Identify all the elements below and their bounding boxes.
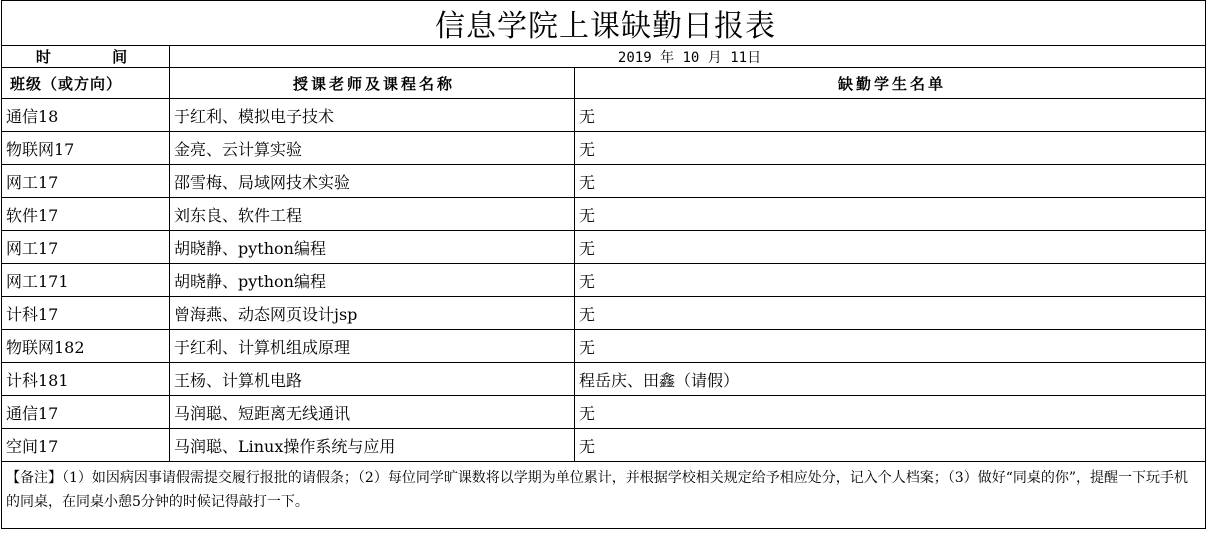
attendance-table [1, 0, 1206, 529]
absent-cell: 无 [575, 231, 1206, 264]
title-row [2, 1, 1206, 46]
absent-cell: 无 [575, 264, 1206, 297]
teacher-course-cell: 胡晓静、python编程 [170, 264, 575, 297]
class-cell: 物联网17 [2, 132, 170, 165]
header-teacher-course: 授课老师及课程名称 [170, 68, 575, 99]
header-class: 班级（或方向） [2, 68, 170, 99]
teacher-course-cell: 于红利、模拟电子技术 [170, 99, 575, 132]
teacher-course-cell: 于红利、计算机组成原理 [170, 330, 575, 363]
class-cell: 通信17 [2, 396, 170, 429]
teacher-course-cell: 刘东良、软件工程 [170, 198, 575, 231]
class-cell: 网工171 [2, 264, 170, 297]
absent-cell: 无 [575, 297, 1206, 330]
table-row [2, 297, 1206, 330]
class-cell: 计科17 [2, 297, 170, 330]
class-cell: 计科181 [2, 363, 170, 396]
absent-cell: 无 [575, 429, 1206, 462]
header-absent: 缺勤学生名单 [575, 68, 1206, 99]
table-row [2, 231, 1206, 264]
table-row [2, 429, 1206, 462]
teacher-course-cell: 马润聪、Linux操作系统与应用 [170, 429, 575, 462]
class-cell: 网工17 [2, 165, 170, 198]
teacher-course-cell: 邵雪梅、局域网技术实验 [170, 165, 575, 198]
teacher-course-cell: 金亮、云计算实验 [170, 132, 575, 165]
class-cell: 软件17 [2, 198, 170, 231]
table-row [2, 363, 1206, 396]
table-row [2, 396, 1206, 429]
date-value: 2019 年 10 月 11日 [170, 46, 1206, 68]
teacher-course-cell: 胡晓静、python编程 [170, 231, 575, 264]
absent-cell: 无 [575, 165, 1206, 198]
time-label: 时 间 [2, 46, 170, 68]
remarks-note: 【备注】（1）如因病因事请假需提交履行报批的请假条；（2）每位同学旷课数将以学期为单位累计，并根据学校相关规定给予相应处分，记入个人档案；（3）做好“同桌的你”，提醒一下玩手机的同桌，在同桌小憩5分钟的时候记得敲打一下。 [2, 462, 1206, 529]
header-row [2, 68, 1206, 99]
absent-cell: 无 [575, 99, 1206, 132]
table-row [2, 99, 1206, 132]
class-cell: 物联网182 [2, 330, 170, 363]
absent-cell: 无 [575, 132, 1206, 165]
absent-cell: 无 [575, 198, 1206, 231]
note-row [2, 462, 1206, 529]
absent-cell: 程岳庆、田鑫（请假） [575, 363, 1206, 396]
class-cell: 网工17 [2, 231, 170, 264]
report-title: 信息学院上课缺勤日报表 [2, 1, 1206, 46]
table-row [2, 198, 1206, 231]
absent-cell: 无 [575, 330, 1206, 363]
teacher-course-cell: 马润聪、短距离无线通讯 [170, 396, 575, 429]
class-cell: 通信18 [2, 99, 170, 132]
time-row [2, 46, 1206, 68]
table-row [2, 264, 1206, 297]
table-row [2, 165, 1206, 198]
table-row [2, 330, 1206, 363]
teacher-course-cell: 曾海燕、动态网页设计jsp [170, 297, 575, 330]
class-cell: 空间17 [2, 429, 170, 462]
table-row [2, 132, 1206, 165]
teacher-course-cell: 王杨、计算机电路 [170, 363, 575, 396]
absent-cell: 无 [575, 396, 1206, 429]
